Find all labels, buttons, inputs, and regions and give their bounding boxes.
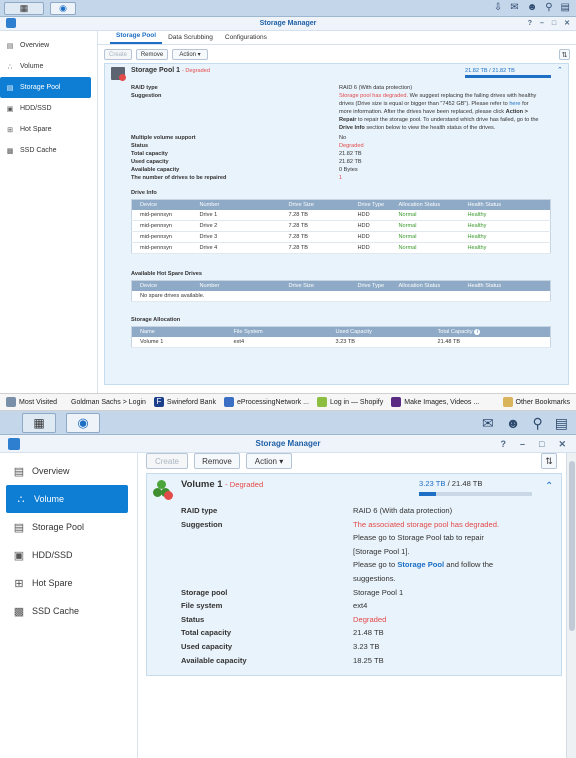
total-capacity-row: Total capacity 21.48 TB (181, 628, 384, 638)
help-icon[interactable]: ? (527, 20, 532, 27)
raid-type-row: RAID type RAID 6 (With data protection) (181, 506, 453, 515)
create-button[interactable]: Create (146, 453, 188, 469)
volume-usage-fill (419, 492, 436, 496)
help-icon[interactable]: ? (500, 439, 506, 449)
close-icon[interactable]: ✕ (564, 20, 570, 27)
storage-pool-row: Storage pool Storage Pool 1 (181, 587, 404, 597)
scrollbar[interactable] (566, 453, 576, 758)
warning-icon (119, 74, 126, 81)
close-icon[interactable]: ✕ (558, 439, 566, 449)
hdd-icon: ▣ (6, 105, 14, 113)
eprocessing-icon (224, 397, 234, 407)
storage-pool-link[interactable]: Storage Pool (397, 560, 445, 570)
create-button[interactable]: Create (104, 49, 132, 60)
ssd-cache-icon: ▩ (13, 605, 25, 618)
action-button[interactable]: Action ▾ (172, 49, 208, 60)
storage-allocation-title: Storage Allocation (131, 317, 181, 323)
collapse-icon[interactable]: ⌃ (545, 481, 554, 492)
file-system-row: File system ext4 (181, 601, 368, 611)
user-icon[interactable]: ☻ (526, 2, 538, 13)
bookmark-most-visited[interactable]: Most Visited (6, 397, 57, 407)
sidebar-item-volume[interactable]: ∴ Volume (0, 56, 97, 77)
window-title: Storage Manager (259, 20, 317, 27)
used-capacity-row: Used capacity 3.23 TB (181, 641, 380, 651)
tab-data-scrubbing[interactable]: Data Scrubbing (168, 34, 213, 41)
sidebar-item-hdd-ssd[interactable]: ▣ HDD/SSD (13, 549, 73, 562)
pool-usage-bar (465, 75, 551, 78)
swineford-icon: F (154, 397, 164, 407)
volume-icon: ∴ (17, 493, 25, 506)
dsm-taskbar-top (0, 0, 576, 17)
status-row: Status Degraded (181, 614, 387, 624)
sidebar-item-storage-pool[interactable]: ▤ Storage Pool (0, 77, 91, 98)
hdd-icon: ▣ (13, 549, 25, 562)
drive-info-table: Device Number Drive Size Drive Type Allocation Status Health Status mid-pennsyn Drive 1 7.28 TB HDD Normal Healthy mid-pennsyn Drive 2 7.28 TB HDD Normal Healthy mid-pennsyn Drive 3 7.28 TB HDD Normal Healthy mid-pennsyn Drive 4 7.28 TB HDD Normal Healthy (131, 199, 551, 254)
widgets-icon[interactable]: ▤ (560, 2, 570, 13)
main-menu-icon[interactable]: ▦ (4, 2, 44, 15)
sidebar-item-ssd-cache[interactable]: ▩ SSD Cache (0, 140, 97, 161)
gear-icon (6, 397, 16, 407)
window-title: Storage Manager (255, 439, 321, 448)
search-icon[interactable]: ⚲ (532, 415, 543, 431)
pool-usage-fill (465, 75, 551, 78)
dsm-taskbar-bottom (0, 411, 576, 435)
total-capacity-row: Total capacity 21.82 TB (131, 151, 362, 157)
sidebar-item-hot-spare[interactable]: ⊞ Hot Spare (0, 119, 97, 140)
storage-pool-icon: ▤ (6, 84, 14, 92)
bookmark-other[interactable]: Other Bookmarks (503, 397, 570, 407)
pool-title: Storage Pool 1 - Degraded (131, 67, 210, 74)
window-titlebar-top (0, 17, 576, 31)
action-button[interactable]: Action ▾ (246, 453, 292, 469)
table-row[interactable]: mid-pennsyn Drive 4 7.28 TB HDD Normal Healthy (132, 243, 551, 254)
toolbar-bottom (146, 453, 292, 469)
no-spare-text: No spare drives available. (132, 291, 551, 302)
storage-pool-icon: ▤ (13, 521, 25, 534)
sidebar-item-ssd-cache[interactable]: ▩ SSD Cache (13, 605, 80, 618)
overview-icon: ▤ (6, 42, 14, 50)
sidebar-item-overview[interactable]: ▤ Overview (0, 35, 97, 56)
drive-info-title: Drive Info (131, 190, 157, 196)
suggestion-text: The associated storage pool has degraded. Please go to Storage Pool tab to repair [Storage Pool 1]. Please go to Storage Pool and follow the suggestions. (353, 519, 500, 583)
user-icon[interactable]: ☻ (505, 415, 521, 431)
bookmark-goldman-sachs[interactable]: Goldman Sachs > Login (71, 398, 146, 406)
volume-icon (153, 480, 173, 500)
overview-icon: ▤ (13, 465, 25, 478)
table-row[interactable]: mid-pennsyn Drive 2 7.28 TB HDD Normal Healthy (132, 221, 551, 232)
sort-icon[interactable]: ⇅ (541, 453, 557, 469)
sidebar-item-overview[interactable]: ▤ Overview (13, 465, 70, 478)
pool-usage-text: 21.82 TB / 21.82 TB (465, 68, 515, 74)
hot-spare-table: Device Number Drive Size Drive Type Allocation Status Health Status No spare drives available. (131, 280, 551, 302)
sidebar-item-storage-pool[interactable]: ▤ Storage Pool (13, 521, 85, 534)
remove-button[interactable]: Remove (194, 453, 240, 469)
sidebar-item-hot-spare[interactable]: ⊞ Hot Spare (0, 569, 137, 597)
tab-storage-pool[interactable]: Storage Pool (110, 32, 162, 44)
hot-spare-icon: ⊞ (14, 577, 24, 590)
info-icon[interactable]: i (474, 329, 480, 335)
minimize-icon[interactable]: – (520, 439, 526, 449)
table-row[interactable]: Volume 1 ext4 3.23 TB 21.48 TB (132, 337, 551, 348)
folder-icon (503, 397, 513, 407)
multi-volume-row: Multiple volume support No (131, 135, 347, 141)
bookmarks-bar (0, 393, 576, 411)
storage-manager-app-icon (6, 18, 16, 28)
volume-panel (146, 473, 562, 676)
sidebar-bottom (0, 453, 138, 758)
make-images-icon (391, 397, 401, 407)
here-link[interactable]: here (509, 101, 521, 107)
sort-icon[interactable]: ⇅ (559, 49, 570, 60)
hot-spare-icon: ⊞ (7, 126, 13, 134)
storage-manager-taskbar-icon[interactable]: ◉ (50, 2, 76, 15)
remove-button[interactable]: Remove (136, 49, 168, 60)
widgets-icon[interactable]: ▤ (554, 415, 568, 431)
bookmark-swineford-bank[interactable]: F Swineford Bank (154, 397, 216, 407)
sidebar-item-volume[interactable]: ∴ Volume (6, 485, 128, 513)
table-row[interactable]: mid-pennsyn Drive 3 7.28 TB HDD Normal Healthy (132, 232, 551, 243)
suggestion-row: Suggestion The associated storage pool has degraded. Please go to Storage Pool tab to repair [Storage Pool 1]. Please go to Storage Pool and follow the suggestions. (181, 518, 551, 586)
warning-icon (164, 491, 173, 500)
storage-allocation-table: Name File System Used Capacity Total Capacity i Volume 1 ext4 3.23 TB 21.48 TB (131, 326, 551, 348)
volume-title: Volume 1 - Degraded (181, 479, 264, 490)
main-menu-icon[interactable]: ▦ (22, 413, 56, 433)
suggestion-row: Suggestion Storage pool has degraded. We suggest replacing the failing drives with healthy drives (Drive size is equal or bigger than "7452 GB"). Please refer to here for more information. After the drives have been replaced, please click Action > Repair to repair the storage pool. To understand which drive has failed, go to the Drive Info section below to view the health status of the drives. (131, 93, 539, 131)
status-row: Status Degraded (131, 143, 364, 149)
minimize-icon[interactable]: – (539, 20, 544, 27)
bookmark-eprocessing[interactable]: eProcessingNetwork ... (224, 397, 309, 407)
volume-usage-text: 3.23 TB / 21.48 TB (419, 479, 483, 488)
storage-pool-panel (104, 63, 569, 385)
bookmark-make-images[interactable]: Make Images, Videos ... (391, 397, 479, 407)
collapse-icon[interactable]: ⌃ (557, 67, 563, 74)
maximize-icon[interactable]: □ (539, 439, 545, 449)
notification-icon[interactable]: ✉ (482, 415, 494, 431)
drives-to-repair-row: The number of drives to be repaired 1 (131, 175, 343, 181)
used-capacity-row: Used capacity 21.82 TB (131, 159, 362, 165)
storage-manager-app-icon (8, 438, 20, 450)
volume-icon: ∴ (7, 63, 13, 71)
sidebar-top (0, 31, 98, 393)
table-row[interactable]: mid-pennsyn Drive 1 7.28 TB HDD Normal Healthy (132, 210, 551, 221)
search-icon[interactable]: ⚲ (545, 2, 553, 13)
storage-manager-taskbar-icon[interactable]: ◉ (66, 413, 100, 433)
suggestion-text: Storage pool has degraded. We suggest replacing the failing drives with healthy drives (Drive size is equal or bigger than "7452 GB"). Please refer to here for more information. After the drives have been replaced, please click Action > Repair to repair the storage pool. To understand which drive has failed, go to the Drive Info section below to view the health status of the drives. (339, 93, 539, 131)
tab-strip (98, 31, 576, 45)
shopify-icon (317, 397, 327, 407)
tab-configurations[interactable]: Configurations (224, 34, 267, 41)
volume-usage-bar (419, 492, 532, 496)
scrollbar-thumb[interactable] (569, 461, 575, 631)
maximize-icon[interactable]: □ (551, 20, 557, 27)
bookmark-shopify[interactable]: Log in — Shopify (317, 397, 383, 407)
available-capacity-row: Available capacity 18.25 TB (181, 655, 384, 665)
raid-type-row: RAID type RAID 6 (With data protection) (131, 85, 413, 91)
download-icon[interactable]: ⇩ (493, 2, 503, 13)
window-titlebar-bottom (0, 435, 576, 453)
notification-icon[interactable]: ✉ (510, 2, 519, 13)
hot-spare-title: Available Hot Spare Drives (131, 271, 202, 277)
available-capacity-row: Available capacity 0 Bytes (131, 167, 358, 173)
sidebar-item-hdd-ssd[interactable]: ▣ HDD/SSD (0, 98, 97, 119)
toolbar-top (104, 49, 208, 60)
ssd-cache-icon: ▩ (6, 147, 14, 155)
